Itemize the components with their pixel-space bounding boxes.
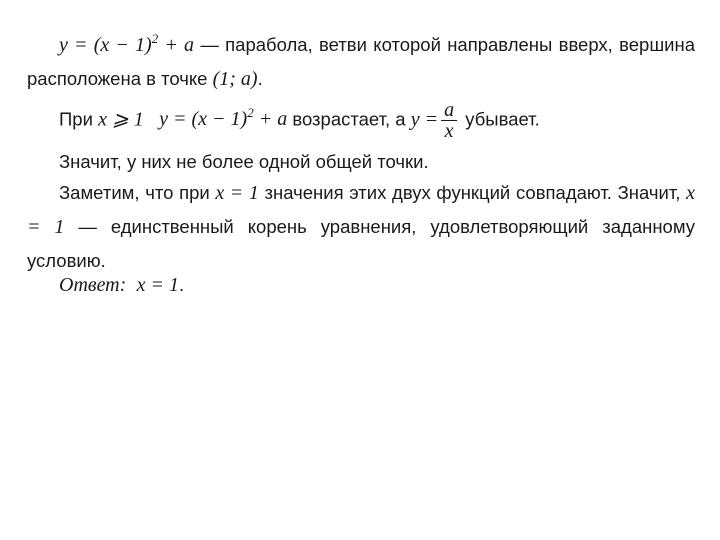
- paragraph-root: Заметим, что при x = 1 значения этих двух функций совпадают. Значит, x = 1 — единственный корень уравнения, удовлетворяющий заданному условию.: [27, 182, 695, 271]
- answer-label: Ответ:: [59, 274, 127, 296]
- vertex-point: (1; a): [212, 68, 258, 90]
- answer-value: x = 1: [136, 274, 179, 296]
- condition-x: x ⩾ 1: [98, 108, 144, 131]
- formula-parabola: $y = (x - 1)^2 + a$: [59, 31, 195, 56]
- parabola-description: — парабола, ветви которой направлены вверх, вершина расположена в точке: [27, 34, 695, 89]
- answer-line: Ответ: x = 1.: [59, 274, 185, 296]
- equation-x1: x = 1: [215, 182, 259, 204]
- fraction-a-over-x: $\frac{a}{x}$: [441, 100, 457, 141]
- paragraph-parabola: $y = (x - 1)^2 + a$ — парабола, ветви которой направлены вверх, вершина расположена в точке (1; a).: [27, 31, 695, 90]
- equation-x1-root: x = 1: [27, 182, 695, 238]
- paragraph-one-point: Значит, у них не более одной общей точки.: [59, 151, 429, 172]
- paragraph-monotonic: При x ⩾ 1 $y = (x - 1)^2 + a$ возрастает, а y = $\frac{a}{x}$ убывает.: [59, 99, 540, 142]
- formula-increasing: $y = (x - 1)^2 + a$: [159, 105, 288, 131]
